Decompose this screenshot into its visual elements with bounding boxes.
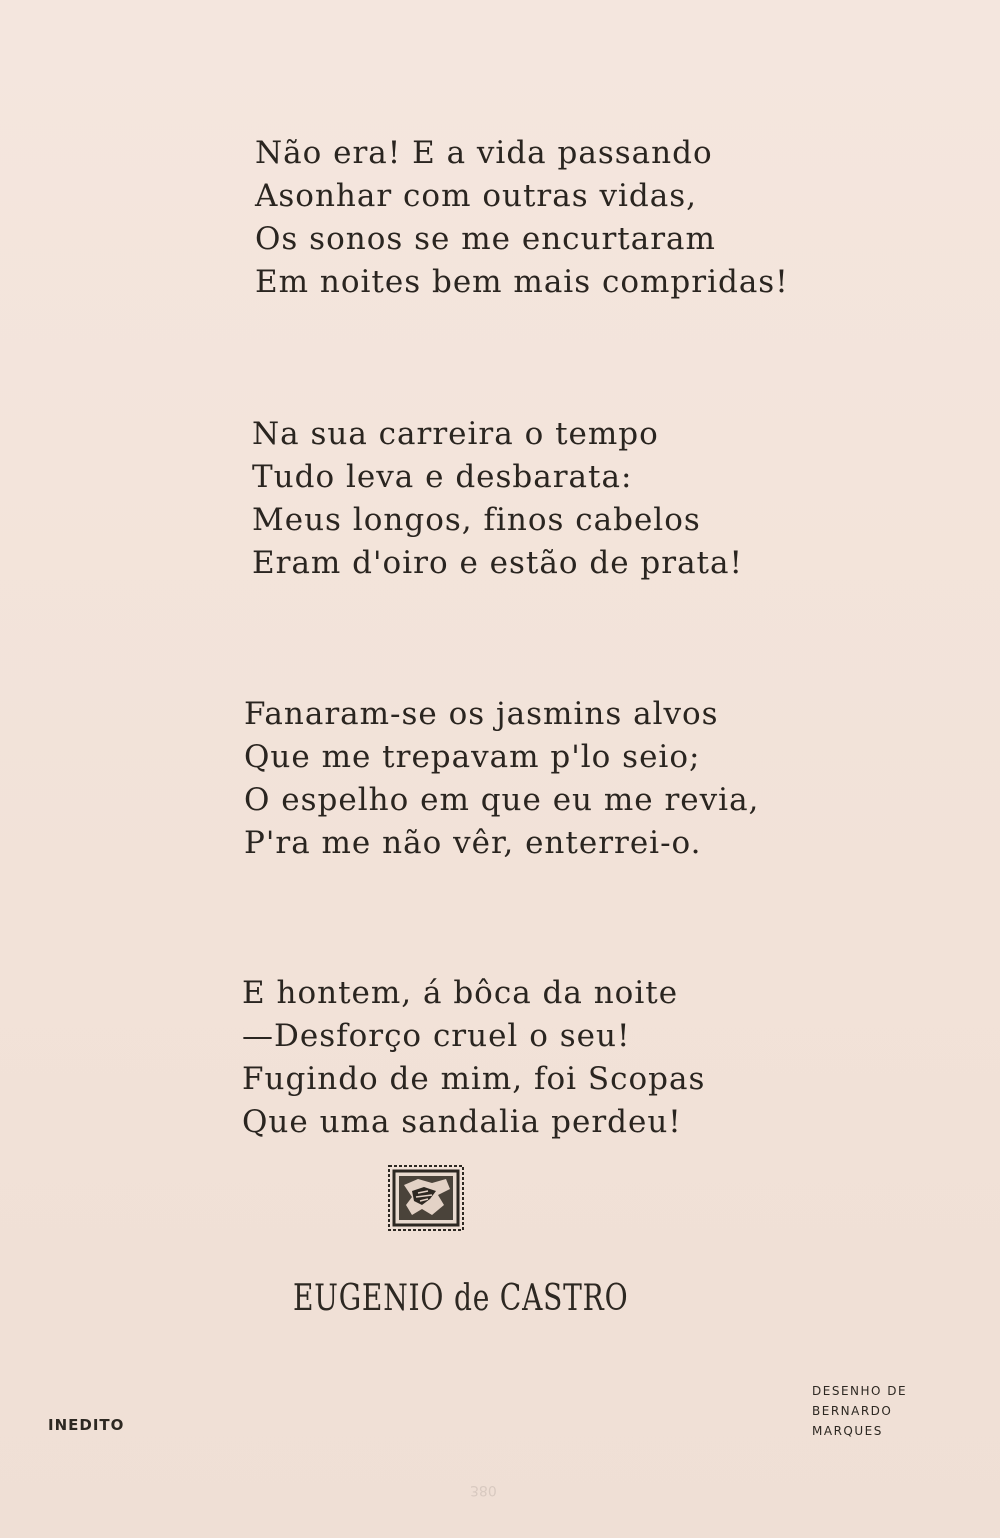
stanza-1 bbox=[255, 132, 789, 304]
sandal-vignette-icon bbox=[388, 1165, 464, 1231]
stanza-3 bbox=[244, 693, 759, 865]
stanza-2 bbox=[252, 413, 743, 585]
credit-line: BERNARDO bbox=[812, 1404, 893, 1418]
verse-line: Que me trepavam p'lo seio; bbox=[244, 739, 701, 775]
illustration-credit bbox=[812, 1381, 907, 1441]
inedito-label: INEDITO bbox=[48, 1416, 125, 1434]
author-signature: EUGENIO de CASTRO bbox=[293, 1278, 629, 1319]
bleed-through-page-number: 380 bbox=[470, 1482, 497, 1498]
verse-line: Que uma sandalia perdeu! bbox=[242, 1104, 682, 1140]
verse-line: Os sonos se me encurtaram bbox=[255, 221, 716, 257]
verse-line: O espelho em que eu me revia, bbox=[244, 782, 760, 818]
verse-line: Asonhar com outras vidas, bbox=[255, 178, 697, 214]
verse-line: Fugindo de mim, foi Scopas bbox=[242, 1061, 706, 1097]
verse-line: —Desforço cruel o seu! bbox=[242, 1018, 631, 1054]
credit-line: DESENHO DE bbox=[812, 1384, 908, 1398]
credit-line: MARQUES bbox=[812, 1424, 883, 1438]
verse-line: Na sua carreira o tempo bbox=[252, 416, 659, 452]
verse-line: Tudo leva e desbarata: bbox=[252, 459, 633, 495]
verse-line: Fanaram-se os jasmins alvos bbox=[244, 696, 719, 732]
verse-line: Meus longos, finos cabelos bbox=[252, 502, 701, 538]
verse-line: Em noites bem mais compridas! bbox=[255, 264, 789, 300]
stanza-4 bbox=[242, 972, 705, 1144]
verse-line: Eram d'oiro e estão de prata! bbox=[252, 545, 743, 581]
verse-line: E hontem, á bôca da noite bbox=[242, 975, 679, 1011]
verse-line: P'ra me não vêr, enterrei-o. bbox=[244, 825, 702, 861]
verse-line: Não era! E a vida passando bbox=[255, 135, 713, 171]
